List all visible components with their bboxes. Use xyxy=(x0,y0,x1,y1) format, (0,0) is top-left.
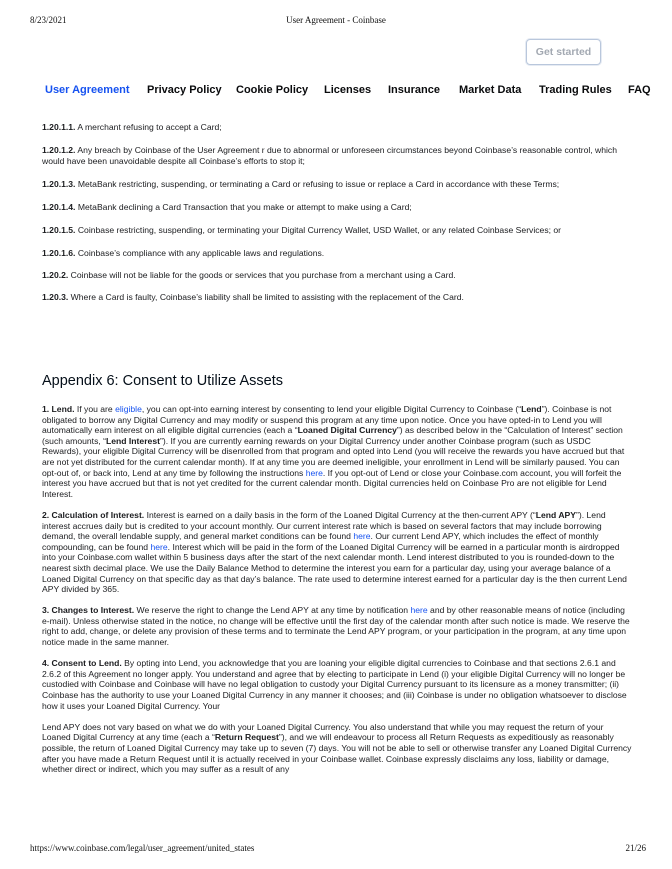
section-consent: 4. Consent to Lend. By opting into Lend, you acknowledge that you are loaning your eligible digital currencies to Coinbase and that sections 2.6.1 and 2.6.2 of this Agreement no longer apply. You understand and agree that by electing to participate in Lend (i) your eligible Digital Currency will no longer be custodied with Coinbase and Coinbase will have no legal obligation to custody your Digital Currency pursuant to its licensure as a money transmitter; (ii) Coinbase has the authority to use your Loaned Digital Currency in any manner it chooses; and (iii) Coinbase is under no obligation whatsoever to disclose how it uses your Loaned Digital Currency. Your xyxy=(42,658,627,711)
print-url: https://www.coinbase.com/legal/user_agreement/united_states xyxy=(30,843,255,853)
get-started-button[interactable]: Get started xyxy=(526,39,601,65)
tab-trading-rules[interactable]: Trading Rules xyxy=(539,84,612,96)
card-clauses xyxy=(42,122,632,314)
clause-item: 1.20.1.2. Any breach by Coinbase of the User Agreement r due to abnormal or unforeseen circumstances beyond Coinbase’s reasonable control, which would have been unavoidable despite all Coinbase’s efforts to stop it; xyxy=(42,144,618,166)
appendix-title: Appendix 6: Consent to Utilize Assets xyxy=(42,373,283,389)
clause-item: 1.20.1.3. MetaBank restricting, suspending, or terminating a Card or refusing to issue or replace a Card in accordance with these Terms; xyxy=(42,178,560,189)
notification-link[interactable]: here xyxy=(410,605,428,616)
legal-nav xyxy=(0,84,672,102)
clause-item: 1.20.1.1. A merchant refusing to accept a Card; xyxy=(42,122,222,132)
clause-item: 1.20.1.5. Coinbase restricting, suspending, or terminating your Digital Currency Wallet, USD Wallet, or any related Coinbase Services; or xyxy=(42,224,562,235)
print-date: 8/23/2021 xyxy=(30,15,67,25)
tab-insurance[interactable]: Insurance xyxy=(388,84,440,96)
section-calculation: 2. Calculation of Interest. Interest is earned on a daily basis in the form of the Loaned Digital Currency at the then-current APY (“Lend APY”). Lend interest accrues daily but is credited to your account monthly. Our current interest rate which is based on several factors that may include borrowing demand, the overall lendable supply, and general market conditions can be found here. Our current Lend APY, which includes the effect of monthly compounding, can be found here. Interest which will be paid in the form of the Loaned Digital Currency will be earned in a particular month is airdropped into your Coinbase.com wallet within 5 business days after the start of the next calendar month. Lend interest distributed to you is rounded-down to the nearest sixth decimal place. We use the Daily Balance Method to determine the interest you earn for a particular day, using your average balance of a Loaned Digital Currency on that specific day as that day’s balance. The rate used to determine interest earned for a particular day is the then current Lend APY divided by 365. xyxy=(42,509,627,595)
tab-cookie-policy[interactable]: Cookie Policy xyxy=(236,84,309,96)
section-consent-cont: Lend APY does not vary based on what we do with your Loaned Digital Currency. You also understand that while you may request the return of your Loaned Digital Currency at any time (each a “Return Request”), and we will endeavour to process all Return Requests as expeditiously as reasonably possible, the return of Loaned Digital Currency may take up to seven (7) days. You will not be able to sell or otherwise transfer any Loaned Digital Currency after you have made a Return Request until it is actually received in your Coinbase wallet. Coinbase expressly disclaims any loss, liability or damage, whether direct or indirect, which you may suffer as a result of any xyxy=(42,721,632,775)
clause-item: 1.20.1.4. MetaBank declining a Card Transaction that you make or attempt to make using a Card; xyxy=(42,201,412,212)
tab-privacy-policy[interactable]: Privacy Policy xyxy=(147,84,222,96)
tab-faq[interactable]: FAQ xyxy=(628,84,651,96)
clause-item: 1.20.2. Coinbase will not be liable for the goods or services that you purchase from a merchant using a Card. xyxy=(42,269,456,280)
interest-rate-link[interactable]: here xyxy=(353,531,371,542)
print-footer xyxy=(0,843,672,857)
section-lend: 1. Lend. If you are eligible, you can opt-into earning interest by consenting to lend your eligible Digital Currency to Coinbase (“Lend”). Coinbase is not obligated to borrow any Digital Currency and may modify or suspend this program at any time upon notice. Once you have opted-in to Lend you will automatically earn interest on all eligible digital currencies (each a “Loaned Digital Currency”) as described below in the “Calculation of Interest” section (such amounts, “Lend Interest”). If you are currently earning rewards on your Digital Currency under another Coinbase program (such as USDC Rewards), your eligible Digital Currency will be disenrolled from that program and opted into Lend (you will receive the rewards you have accrued but that are not yet distributed for the current calendar month). If at any time you are deemed ineligible, your enrollment in Lend will be similarly paused. You can opt-out of, or back into, Lend at any time by following the instructions here. If you opt-out of Lend or close your Coinbase.com account, you will forfeit the interest you have accrued but that is not yet credited for the current calendar month. Digital currencies held on Coinbase Pro are not eligible for Lend Interest. xyxy=(42,404,625,499)
tab-licenses[interactable]: Licenses xyxy=(324,84,372,96)
tab-market-data[interactable]: Market Data xyxy=(459,84,522,96)
section-changes: 3. Changes to Interest. We reserve the right to change the Lend APY at any time by notification here and by other reasonable means of notice (including e-mail). Unless otherwise stated in the notice, no change will be effective until the first day of the calendar month after such notice is made. We reserve the right to add, change, or delete any provision of these terms and to terminate the Lend APY program, or your participation in the program, at any time upon notice made in the same manner. xyxy=(42,605,630,648)
tab-user-agreement[interactable]: User Agreement xyxy=(45,84,130,96)
clause-item: 1.20.3. Where a Card is faulty, Coinbase’s liability shall be limited to assisting with the replacement of the Card. xyxy=(42,291,464,302)
clause-item: 1.20.1.6. Coinbase’s compliance with any applicable laws and regulations. xyxy=(42,247,325,258)
print-header xyxy=(0,15,672,29)
appendix-body xyxy=(42,404,632,785)
eligible-link[interactable]: eligible xyxy=(115,404,142,414)
opt-out-instructions-link[interactable]: here xyxy=(305,467,323,478)
lend-apy-link[interactable]: here xyxy=(150,541,168,552)
page-number: 21/26 xyxy=(625,843,646,853)
print-title: User Agreement - Coinbase xyxy=(286,15,386,25)
